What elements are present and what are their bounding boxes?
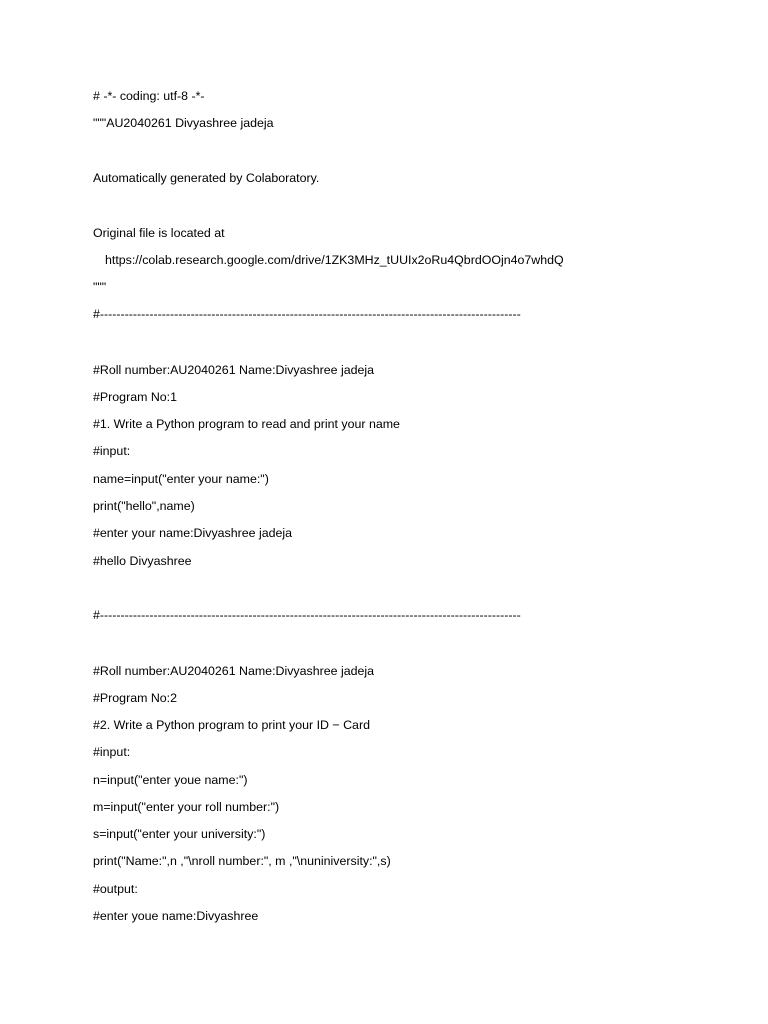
separator-line: #------------------------------------------------------------------------------------------------------ [93, 608, 521, 622]
roll-number-comment: #Roll number:AU2040261 Name:Divyashree jadeja [93, 664, 375, 678]
colab-url: https://colab.research.google.com/drive/1ZK3MHz_tUUIx2oRu4QbrdOOjn4o7whdQ [105, 253, 564, 267]
output-comment: #output: [93, 882, 138, 896]
separator-line: #------------------------------------------------------------------------------------------------------ [93, 307, 521, 321]
code-line: n=input("enter youe name:") [93, 773, 248, 787]
code-line: name=input("enter your name:") [93, 472, 269, 486]
program-number-comment: #Program No:2 [93, 691, 178, 705]
original-file-note: Original file is located at [93, 226, 225, 240]
task-description: #1. Write a Python program to read and print your name [93, 417, 400, 431]
task-description: #2. Write a Python program to print your ID − Card [93, 718, 370, 732]
docstring-close: """ [93, 280, 107, 294]
generated-note: Automatically generated by Colaboratory. [93, 171, 320, 185]
docstring-header: """AU2040261 Divyashree jadeja [93, 116, 274, 130]
output-comment: #enter your name:Divyashree jadeja [93, 526, 293, 540]
code-line: print("Name:",n ,"\nroll number:", m ,"\nuniniversity:",s) [93, 854, 391, 868]
input-comment: #input: [93, 444, 131, 458]
output-comment: #hello Divyashree [93, 554, 192, 568]
output-comment: #enter youe name:Divyashree [93, 909, 259, 923]
coding-comment: # -*- coding: utf-8 -*- [93, 89, 205, 103]
program-number-comment: #Program No:1 [93, 390, 178, 404]
code-line: print("hello",name) [93, 499, 195, 513]
input-comment: #input: [93, 745, 131, 759]
code-line: m=input("enter your roll number:") [93, 800, 280, 814]
code-line: s=input("enter your university:") [93, 827, 266, 841]
roll-number-comment: #Roll number:AU2040261 Name:Divyashree jadeja [93, 363, 375, 377]
